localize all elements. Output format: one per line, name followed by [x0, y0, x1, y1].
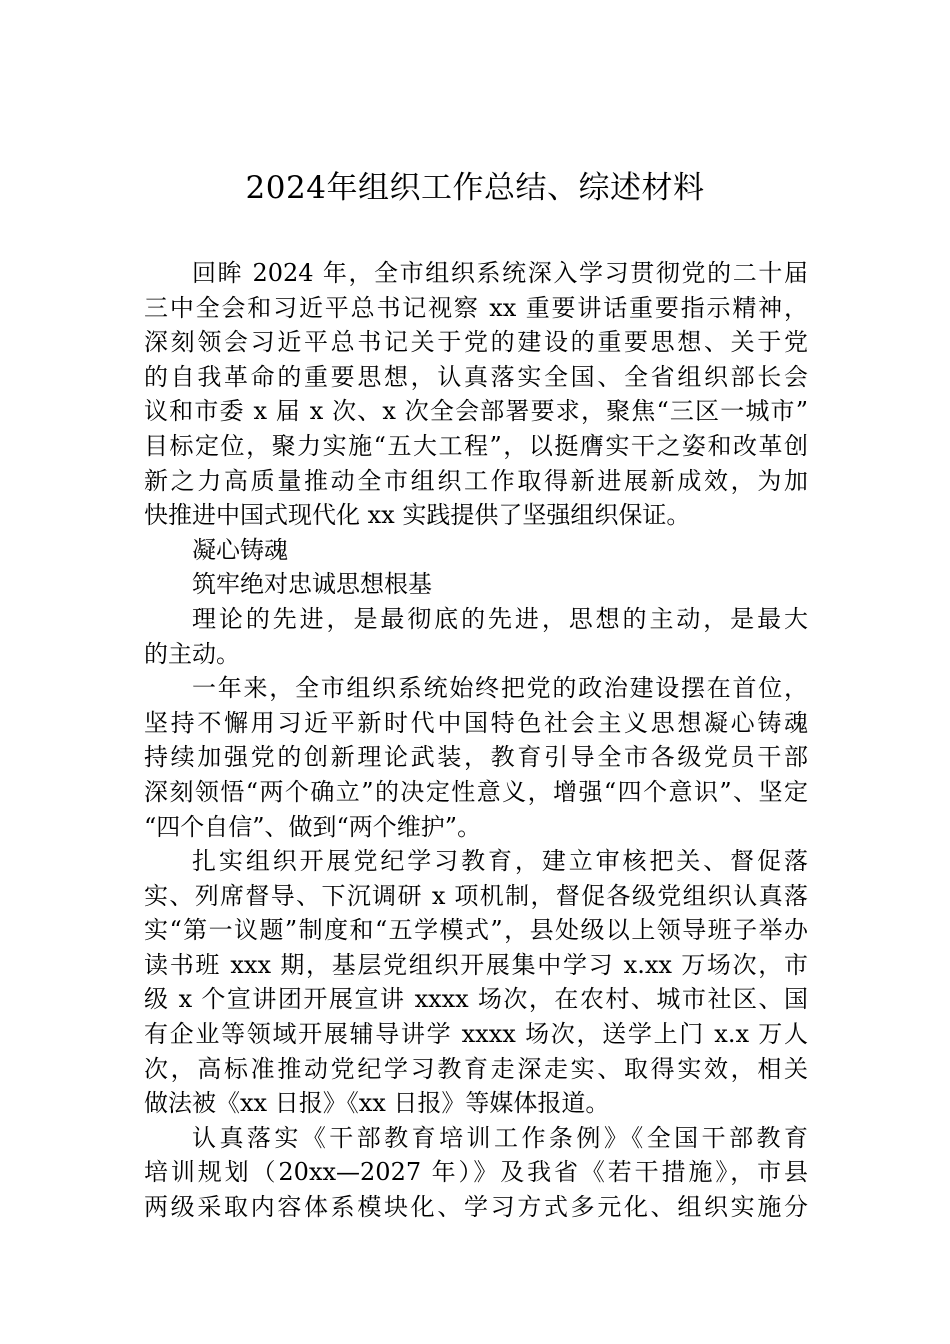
text-line: 有企业等领域开展辅导讲学 xxxx 场次，送学上门 x.x 万人	[144, 1020, 808, 1049]
text-line: 三中全会和习近平总书记视察 xx 重要讲话重要指示精神，	[144, 293, 808, 322]
text-line: 的自我革命的重要思想，认真落实全国、全省组织部长会	[144, 362, 808, 391]
text-line: 的主动。	[144, 639, 240, 668]
text-line: 实“第一议题”制度和“五学模式”，县处级以上领导班子举办	[144, 916, 808, 945]
text-line: 新之力高质量推动全市组织工作取得新进展新成效，为加	[144, 466, 808, 495]
paragraph-intro	[144, 256, 808, 533]
paragraph-year-review	[144, 671, 808, 844]
section-subheading: 筑牢绝对忠诚思想根基	[192, 570, 432, 599]
text-line: 坚持不懈用习近平新时代中国特色社会主义思想凝心铸魂	[144, 708, 808, 737]
text-line: 次，高标准推动党纪学习教育走深走实、取得实效，相关	[144, 1054, 808, 1083]
text-line: 持续加强党的创新理论武装，教育引导全市各级党员干部	[144, 743, 808, 772]
document-body	[144, 256, 808, 1225]
text-line: 做法被《xx 日报》《xx 日报》等媒体报道。	[144, 1089, 610, 1118]
text-line: 理论的先进，是最彻底的先进，思想的主动，是最大	[192, 604, 808, 633]
text-line: 深刻领悟“两个确立”的决定性意义，增强“四个意识”、坚定	[144, 777, 808, 806]
document-title: 2024年组织工作总结、综述材料	[245, 170, 705, 206]
text-line: 认真落实《干部教育培训工作条例》《全国干部教育	[192, 1123, 808, 1152]
paragraph-discipline-education	[144, 844, 808, 1121]
text-line: 回眸 2024 年，全市组织系统深入学习贯彻党的二十届	[192, 259, 808, 287]
text-line: 实、列席督导、下沉调研 x 项机制，督促各级党组织认真落	[144, 881, 808, 910]
paragraph-cadre-training	[144, 1121, 808, 1225]
text-line: 议和市委 x 届 x 次、x 次全会部署要求，聚焦“三区一城市”	[144, 397, 808, 426]
text-line: 快推进中国式现代化 xx 实践提供了坚强组织保证。	[144, 501, 691, 530]
text-line: “四个自信”、做到“两个维护”。	[144, 812, 482, 841]
text-line: 级 x 个宣讲团开展宣讲 xxxx 场次，在农村、城市社区、国	[144, 985, 808, 1014]
text-line: 两级采取内容体系模块化、学习方式多元化、组织实施分	[144, 1193, 808, 1222]
text-line: 培训规划（20xx—2027 年）》及我省《若干措施》，市县	[144, 1158, 808, 1187]
text-line: 一年来，全市组织系统始终把党的政治建设摆在首位，	[192, 674, 808, 703]
text-line: 深刻领会习近平总书记关于党的建设的重要思想、关于党	[144, 328, 808, 357]
text-line: 扎实组织开展党纪学习教育，建立审核把关、督促落	[192, 847, 808, 876]
text-line: 读书班 xxx 期，基层党组织开展集中学习 x.xx 万场次，市	[144, 950, 808, 979]
paragraph-theory	[144, 602, 808, 671]
section-heading: 凝心铸魂	[192, 535, 288, 564]
text-line: 目标定位，聚力实施“五大工程”，以挺膺实干之姿和改革创	[144, 431, 808, 460]
